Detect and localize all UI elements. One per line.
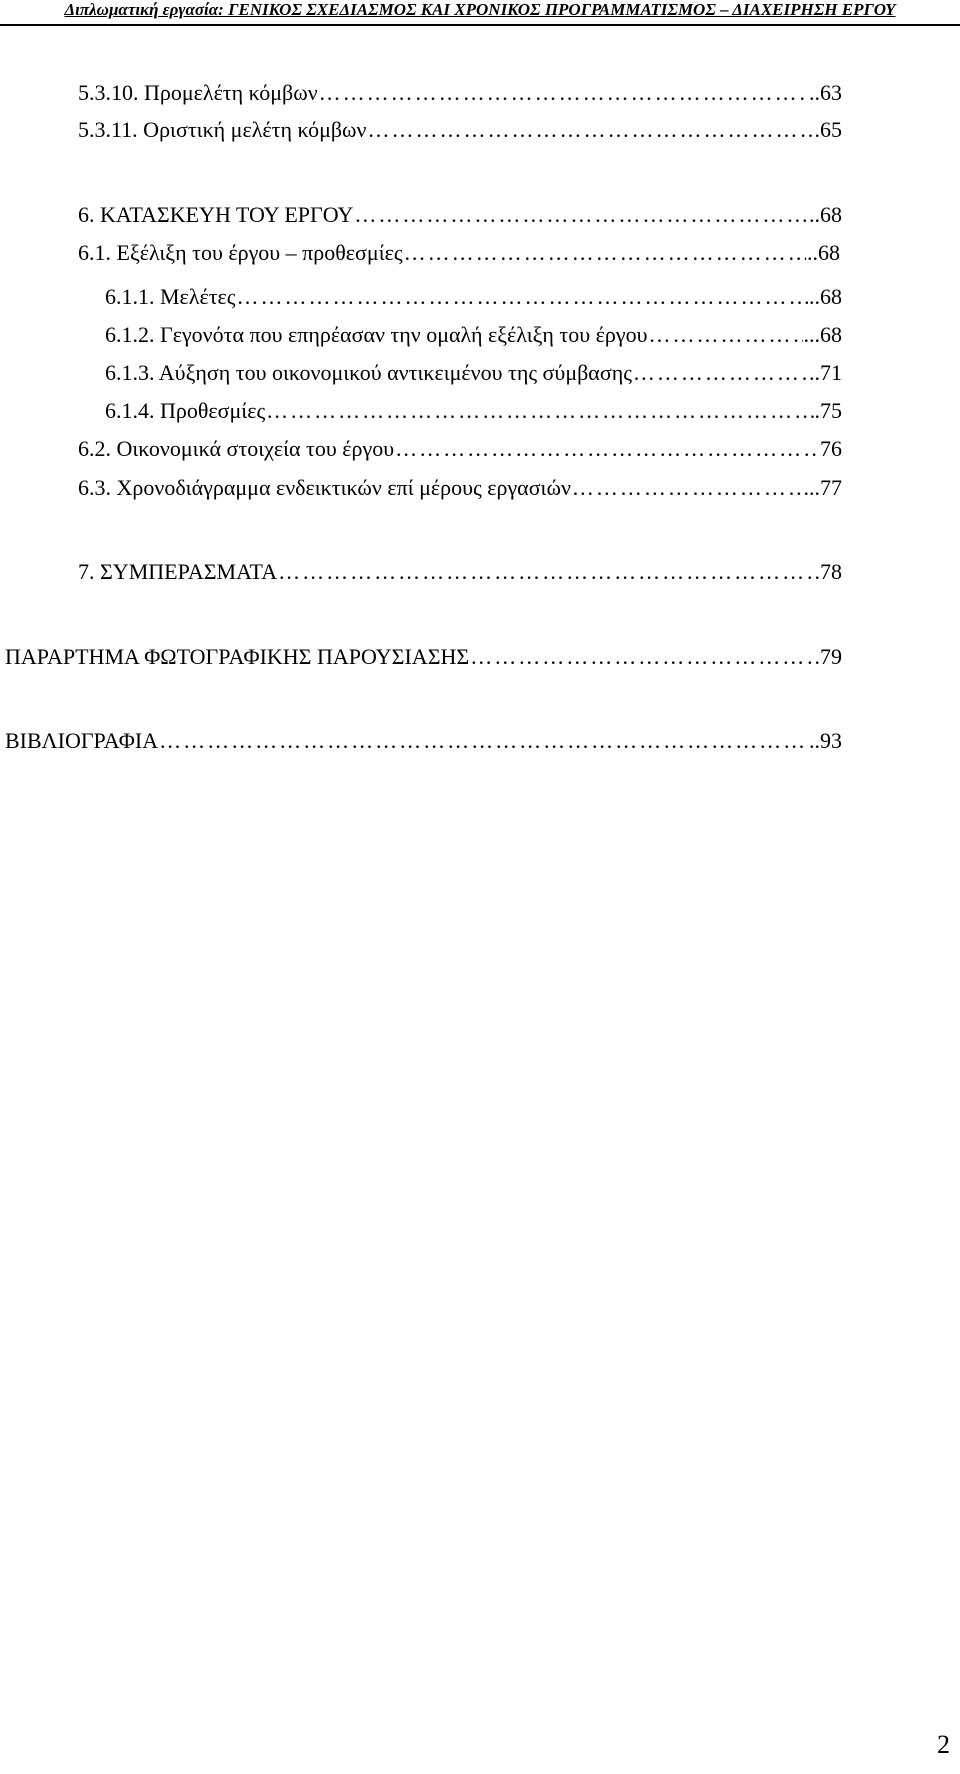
- toc-entry-6-1[interactable]: [78, 239, 840, 267]
- page-number: 2: [937, 1730, 950, 1759]
- toc-entry-6-1-2[interactable]: [105, 321, 842, 349]
- toc-entry-label: 6.1.1. Μελέτες: [105, 284, 236, 309]
- toc-leader-dots: [159, 727, 808, 755]
- toc-entry-page: ..68: [807, 240, 840, 265]
- toc-entry-label: 6.1.4. Προθεσμίες: [105, 398, 266, 423]
- toc-leader-dots: [470, 643, 819, 671]
- toc-leader-dots: [572, 474, 803, 502]
- toc-entry-6-1-4[interactable]: [105, 397, 842, 425]
- toc-entry-5-3-11[interactable]: [78, 116, 842, 144]
- toc-entry-6-2[interactable]: [78, 435, 842, 463]
- toc-leader-dots: [404, 239, 806, 267]
- toc-entry-page: ...68: [803, 322, 842, 347]
- toc-entry-appendix[interactable]: [5, 643, 842, 671]
- toc-entry-page: .75: [814, 398, 842, 423]
- toc-entry-page: ..68: [809, 202, 842, 227]
- toc-entry-page: ..71: [809, 360, 842, 385]
- toc-entry-6-3[interactable]: [78, 474, 842, 502]
- toc-leader-dots: [237, 283, 809, 311]
- toc-entry-label: ΒΙΒΛΙΟΓΡΑΦΙΑ: [5, 728, 159, 753]
- toc-entry-7[interactable]: [78, 558, 842, 586]
- toc-entry-page: .78: [814, 559, 842, 584]
- toc-entry-page: ..93: [809, 728, 842, 753]
- toc-entry-label: 5.3.10. Προμελέτη κόμβων: [78, 80, 318, 105]
- toc-entry-page: ..63: [809, 80, 842, 105]
- toc-entry-5-3-10[interactable]: [78, 79, 842, 107]
- toc-entry-label: ΠΑΡΑΡΤΗΜΑ ΦΩΤΟΓΡΑΦΙΚΗΣ ΠΑΡΟΥΣΙΑΣΗΣ: [5, 644, 470, 669]
- toc-leader-dots: [354, 201, 808, 229]
- toc-leader-dots: [278, 558, 813, 586]
- toc-entry-label: 6.1.2. Γεγονότα που επηρέασαν την ομαλή εξέλιξη του έργου: [105, 322, 648, 347]
- toc-entry-label: 6.2. Οικονομικά στοιχεία του έργου: [78, 436, 395, 461]
- toc-entry-6-1-1[interactable]: [105, 283, 842, 311]
- toc-entry-bibliography[interactable]: [5, 727, 842, 755]
- toc-leader-dots: [633, 359, 808, 387]
- toc-entry-label: 6. ΚΑΤΑΣΚΕΥΗ ΤΟΥ ΕΡΓΟΥ: [78, 202, 354, 227]
- toc-leader-dots: [395, 435, 819, 463]
- toc-entry-page: ..68: [809, 284, 842, 309]
- toc-entry-page: ...77: [803, 475, 842, 500]
- toc-entry-page: .65: [814, 117, 842, 142]
- toc-leader-dots: [367, 116, 813, 144]
- toc-leader-dots: [649, 321, 803, 349]
- toc-entry-label: 6.3. Χρονοδιάγραμμα ενδεικτικών επί μέρους εργασιών: [78, 475, 571, 500]
- toc-leader-dots: [266, 397, 813, 425]
- toc-entry-page: 79: [820, 644, 842, 669]
- toc-entry-label: 7. ΣΥΜΠΕΡΑΣΜΑΤΑ: [78, 559, 278, 584]
- toc-entry-page: 76: [820, 436, 842, 461]
- toc-entry-6[interactable]: [78, 201, 842, 229]
- toc-entry-label: 6.1. Εξέλιξη του έργου – προθεσμίες: [78, 240, 403, 265]
- toc-entry-label: 6.1.3. Αύξηση του οικονομικού αντικειμένου της σύμβασης: [105, 360, 632, 385]
- toc-leader-dots: [319, 79, 808, 107]
- toc-entry-label: 5.3.11. Οριστική μελέτη κόμβων: [78, 117, 367, 142]
- header-title: Διπλωματική εργασία: ΓΕΝΙΚΟΣ ΣΧΕΔΙΑΣΜΟΣ ΚΑΙ ΧΡΟΝΙΚΟΣ ΠΡΟΓΡΑΜΜΑΤΙΣΜΟΣ – ΔΙΑΧΕΙΡΗΣΗ ΕΡΓΟΥ: [64, 0, 896, 19]
- toc-entry-6-1-3[interactable]: [105, 359, 842, 387]
